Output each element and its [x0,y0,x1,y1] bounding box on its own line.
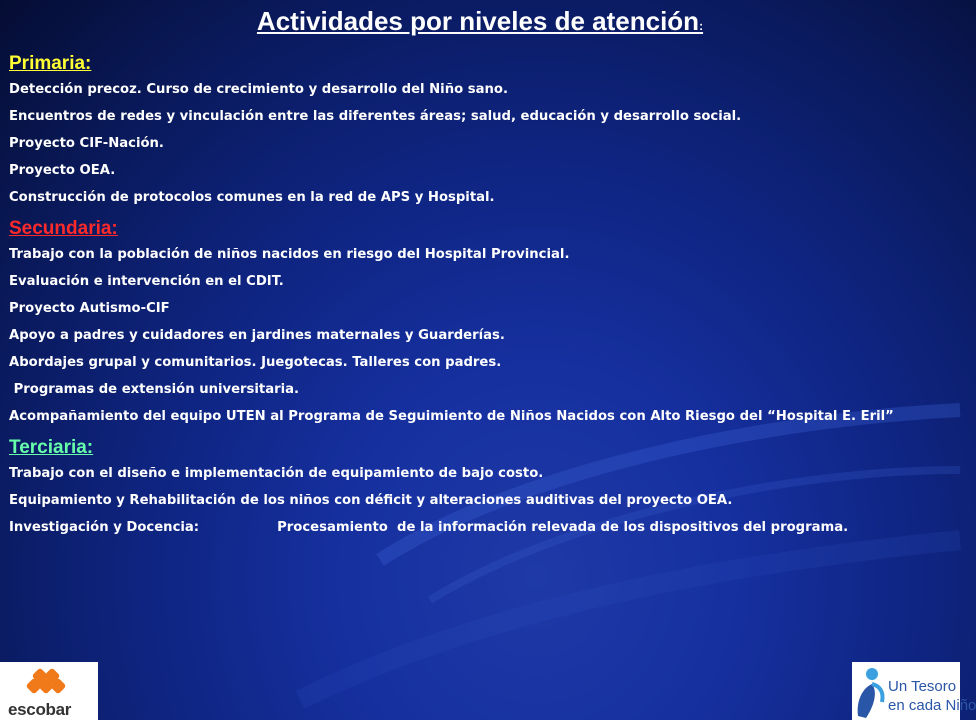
tesoro-logo [852,662,976,720]
list-item: Programas de extensión universitaria. [9,382,300,397]
tesoro-logo-line1: Un Tesoro [888,678,957,695]
heading-terciaria: Terciaria: [9,437,94,458]
list-item: Acompañamiento del equipo UTEN al Programa de Seguimiento de Niños Nacidos con Alto Riesgo del “Hospital E. Eril” [9,409,894,424]
list-item: Encuentros de redes y vinculación entre las diferentes áreas; salud, educación y desarrollo social. [9,109,742,124]
page-title: Actividades por niveles de atención: [256,6,704,36]
escobar-logo-text: escobar [8,700,72,719]
list-item: Detección precoz. Curso de crecimiento y desarrollo del Niño sano. [9,82,508,97]
list-item: Investigación y Docencia: Procesamiento de la información relevada de los dispositivos del programa. [9,520,849,535]
list-item: Trabajo con el diseño e implementación de equipamiento de bajo costo. [9,466,544,481]
tesoro-logo-line2: en cada Niño [888,697,976,714]
list-item: Abordajes grupal y comunitarios. Juegotecas. Talleres con padres. [9,355,502,370]
list-item: Proyecto OEA. [9,163,116,178]
list-item: Proyecto Autismo-CIF [9,301,170,316]
heading-secundaria: Secundaria: [9,218,118,239]
list-item: Construcción de protocolos comunes en la red de APS y Hospital. [9,190,495,205]
list-item: Evaluación e intervención en el CDIT. [9,274,284,289]
heading-primaria: Primaria: [9,53,92,74]
list-item: Trabajo con la población de niños nacidos en riesgo del Hospital Provincial. [9,247,570,262]
list-item: Equipamiento y Rehabilitación de los niños con déficit y alteraciones auditivas del proyecto OEA. [9,493,733,508]
list-item: Apoyo a padres y cuidadores en jardines maternales y Guarderías. [9,328,505,343]
list-item: Proyecto CIF-Nación. [9,136,164,151]
escobar-mark-icon [0,662,98,702]
child-figure-icon [852,662,888,720]
content-area [9,52,939,547]
escobar-logo [0,662,98,720]
